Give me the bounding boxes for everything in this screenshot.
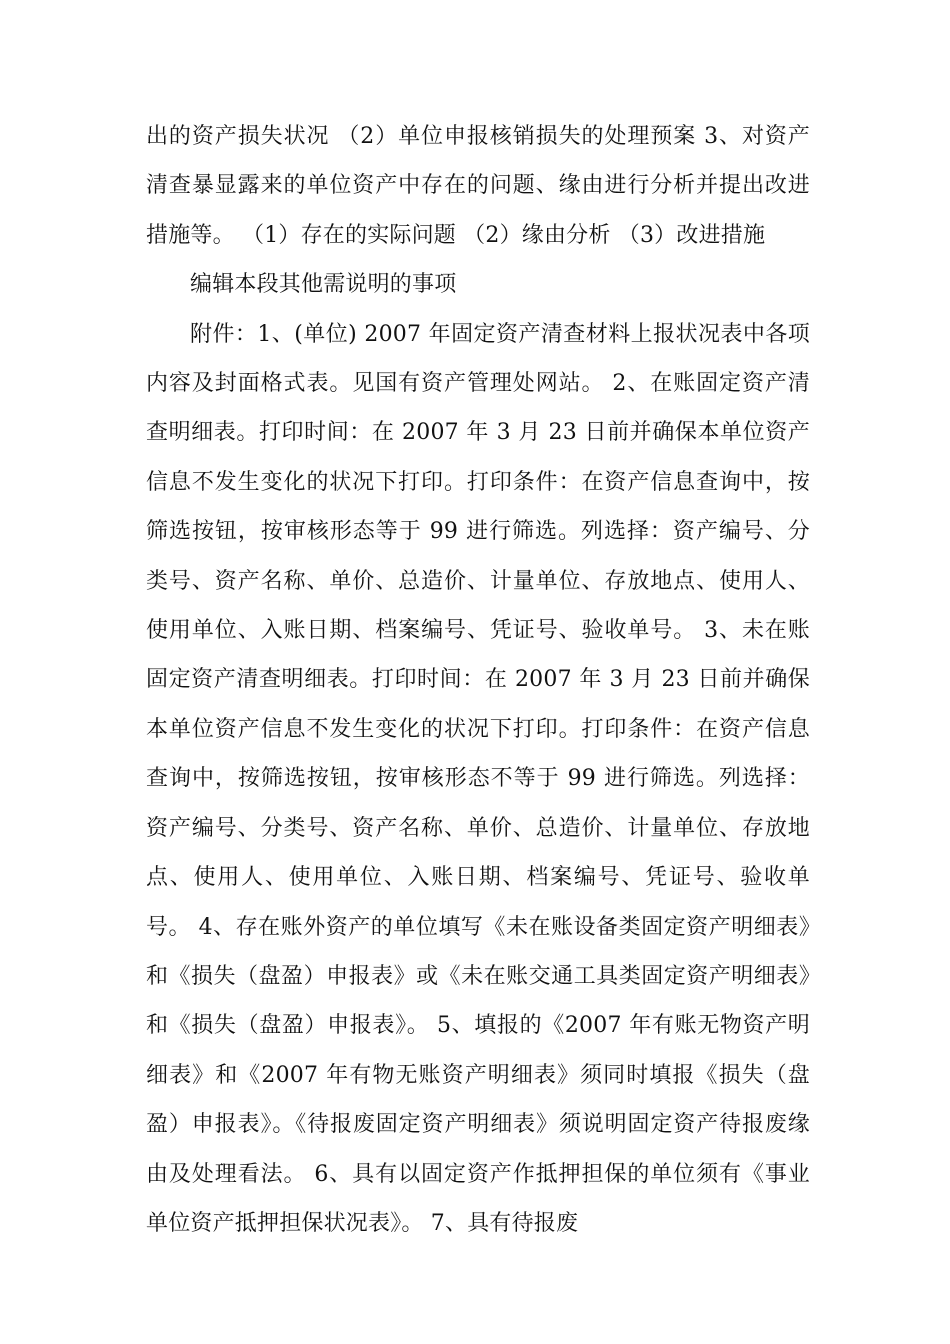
document-page [146,112,810,1248]
paragraph-attachments: 附件：1、(单位) 2007 年固定资产清查材料上报状况表中各项内容及封面格式表。见国有资产管理处网站。 2、在账固定资产清查明细表。打印时间：在 2007 年 3 月 23 日前并确保本单位资产信息不发生变化的状况下打印。打印条件：在资产信息查询中，按筛选按钮，按审核形态等于 99 进行筛选。列选择：资产编号、分类号、资产名称、单价、总造价、计量单位、存放地点、使用人、使用单位、入账日期、档案编号、凭证号、验收单号。 3、未在账固定资产清查明细表。打印时间：在 2007 年 3 月 23 日前并确保本单位资产信息不发生变化的状况下打印。打印条件：在资产信息查询中，按筛选按钮，按审核形态不等于 99 进行筛选。列选择：资产编号、分类号、资产名称、单价、总造价、计量单位、存放地点、使用人、使用单位、入账日期、档案编号、凭证号、验收单号。 4、存在账外资产的单位填写《未在账设备类固定资产明细表》和《损失（盘盈）申报表》或《未在账交通工具类固定资产明细表》和《损失（盘盈）申报表》。 5、填报的《2007 年有账无物资产明细表》和《2007 年有物无账资产明细表》须同时填报《损失（盘盈）申报表》。《待报废固定资产明细表》须说明固定资产待报废缘由及处理看法。 6、具有以固定资产作抵押担保的单位须有《事业单位资产抵押担保状况表》。 7、具有待报废 [146,321,810,1236]
paragraph-asset-loss: 出的资产损失状况 （2）单位申报核销损失的处理预案 3、对资产清查暴显露来的单位资产中存在的问题、缘由进行分析并提出改进措施等。 （1）存在的实际问题 （2）缘由分析 （3）改进措施 [146,124,810,248]
section-heading-other-matters: 编辑本段其他需说明的事项 [190,272,457,298]
